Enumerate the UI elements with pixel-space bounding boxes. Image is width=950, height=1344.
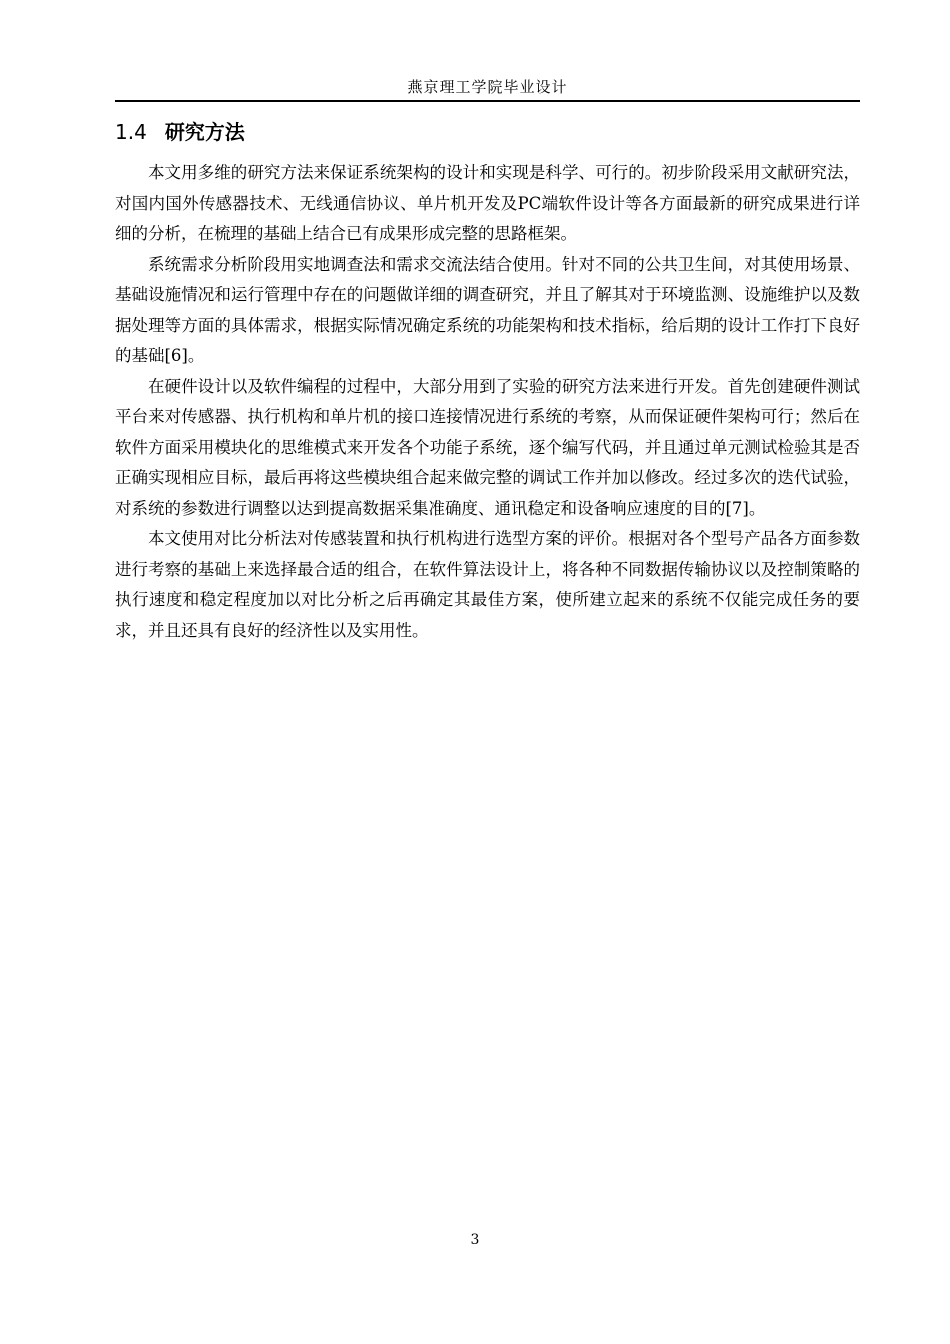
paragraph: 在硬件设计以及软件编程的过程中，大部分用到了实验的研究方法来进行开发。首先创建硬件测试平台来对传感器、执行机构和单片机的接口连接情况进行系统的考察，从而保证硬件架构可行；然后在软件方面采用模块化的思维模式来开发各个功能子系统，逐个编写代码，并且通过单元测试检验其是否正确实现相应目标，最后再将这些模块组合起来做完整的调试工作并加以修改。经过多次的迭代试验，对系统的参数进行调整以达到提高数据采集准确度、通讯稳定和设备响应速度的目的[7]。	[115, 376, 860, 518]
page-header	[115, 70, 860, 102]
paragraph: 本文使用对比分析法对传感装置和执行机构进行选型方案的评价。根据对各个型号产品各方面参数进行考察的基础上来选择最合适的组合，在软件算法设计上，将各种不同数据传输协议以及控制策略的执行速度和稳定程度加以对比分析之后再确定其最佳方案，使所建立起来的系统不仅能完成任务的要求，并且还具有良好的经济性以及实用性。	[115, 529, 860, 640]
page-number: 3	[470, 1232, 480, 1248]
paragraph: 系统需求分析阶段用实地调查法和需求交流法结合使用。针对不同的公共卫生间，对其使用场景、基础设施情况和运行管理中存在的问题做详细的调查研究，并且了解其对于环境监测、设施维护以及数据处理等方面的具体需求，根据实际情况确定系统的功能架构和技术指标，给后期的设计工作打下良好的基础[6]。	[115, 254, 860, 365]
section-heading	[115, 118, 245, 146]
paragraph: 本文用多维的研究方法来保证系统架构的设计和实现是科学、可行的。初步阶段采用文献研究法，对国内国外传感器技术、无线通信协议、单片机开发及PC端软件设计等各方面最新的研究成果进行详细的分析，在梳理的基础上结合已有成果形成完整的思路框架。	[115, 163, 860, 243]
section-title: 研究方法	[164, 120, 245, 144]
section-number: 1.4	[115, 120, 147, 144]
header-title: 燕京理工学院毕业设计	[407, 78, 568, 96]
body-text	[115, 158, 860, 646]
